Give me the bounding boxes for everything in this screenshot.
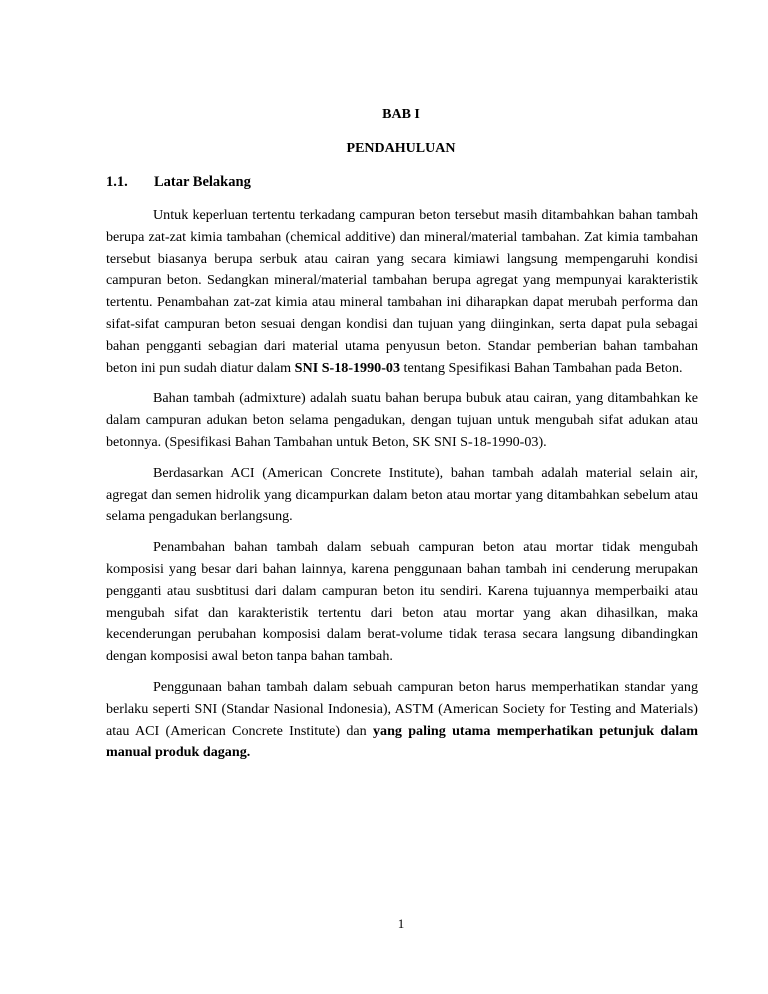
paragraph-4-text: Penambahan bahan tambah dalam sebuah campuran beton atau mortar tidak mengubah komposisi yang besar dari bahan lainnya, karena penggunaan bahan tambah ini cenderung merupakan pengganti atau susbtitusi dari dalam campuran beton itu sendiri. Karena tujuannya memperbaiki atau mengubah sifat dan karakteristik tertentu dari beton atau mortar yang akan dihasilkan, maka kecenderungan perubahan komposisi dalam berat-volume tidak terasa secara langsung dibandingkan dengan komposisi awal beton tanpa bahan tambah. — [106, 539, 698, 665]
paragraph-1 — [106, 205, 698, 379]
paragraph-2-text: Bahan tambah (admixture) adalah suatu bahan berupa bubuk atau cairan, yang ditambahkan ke dalam campuran adukan beton selama pengadukan, dengan tujuan untuk mengubah sifat adukan atau betonnya. (Spesifikasi Bahan Tambahan untuk Beton, SK SNI S-18-1990-03). — [106, 390, 698, 450]
section-heading — [106, 173, 251, 191]
page-number: 1 — [397, 916, 405, 931]
paragraph-3 — [106, 463, 698, 528]
paragraph-1-text: Untuk keperluan tertentu terkadang campuran beton tersebut masih ditambahkan bahan tambah berupa zat-zat kimia tambahan (chemical additive) dan mineral/material tambahan. Zat kimia tambahan tersebut biasanya berupa serbuk atau cairan yang secara kimiawi langsung mempengaruhi kondisi campuran beton. Sedangkan mineral/material tambahan berupa agregat yang mempunyai karakteristik tertentu. Penambahan zat-zat kimia atau mineral tambahan ini diharapkan dapat merubah performa dan sifat-sifat campuran beton sesuai dengan kondisi dan tujuan yang diinginkan, serta dapat pula sebagai bahan pengganti sebagian dari material utama penyusun beton. Standar pemberian bahan tambahan beton ini pun sudah diatur dalam — [106, 207, 698, 376]
section-number: 1.1. — [106, 174, 128, 190]
paragraph-5-text: Penggunaan bahan tambah dalam sebuah campuran beton harus memperhatikan standar yang berlaku seperti SNI (Standar Nasional Indonesia), ASTM (American Society for Testing and Materials) atau ACI (American Concrete Institute) dan — [106, 678, 698, 739]
section-title: Latar Belakang — [154, 174, 251, 190]
paragraph-1-tail: tentang Spesifikasi Bahan Tambahan pada Beton. — [400, 359, 683, 376]
body-text — [106, 205, 698, 773]
paragraph-5 — [106, 677, 698, 764]
chapter-number: BAB I — [382, 107, 420, 122]
paragraph-1-bold: SNI S-18-1990-03 — [294, 359, 400, 376]
paragraph-4 — [106, 537, 698, 668]
chapter-title: PENDAHULUAN — [346, 141, 456, 156]
paragraph-2 — [106, 388, 698, 453]
paragraph-5-bold: yang paling utama memperhatikan petunjuk dalam manual produk dagang. — [106, 722, 698, 761]
paragraph-3-text: Berdasarkan ACI (American Concrete Institute), bahan tambah adalah material selain air, agregat dan semen hidrolik yang dicampurkan dalam beton atau mortar yang ditambahkan sebelum atau selama pengadukan berlangsung. — [106, 464, 698, 525]
